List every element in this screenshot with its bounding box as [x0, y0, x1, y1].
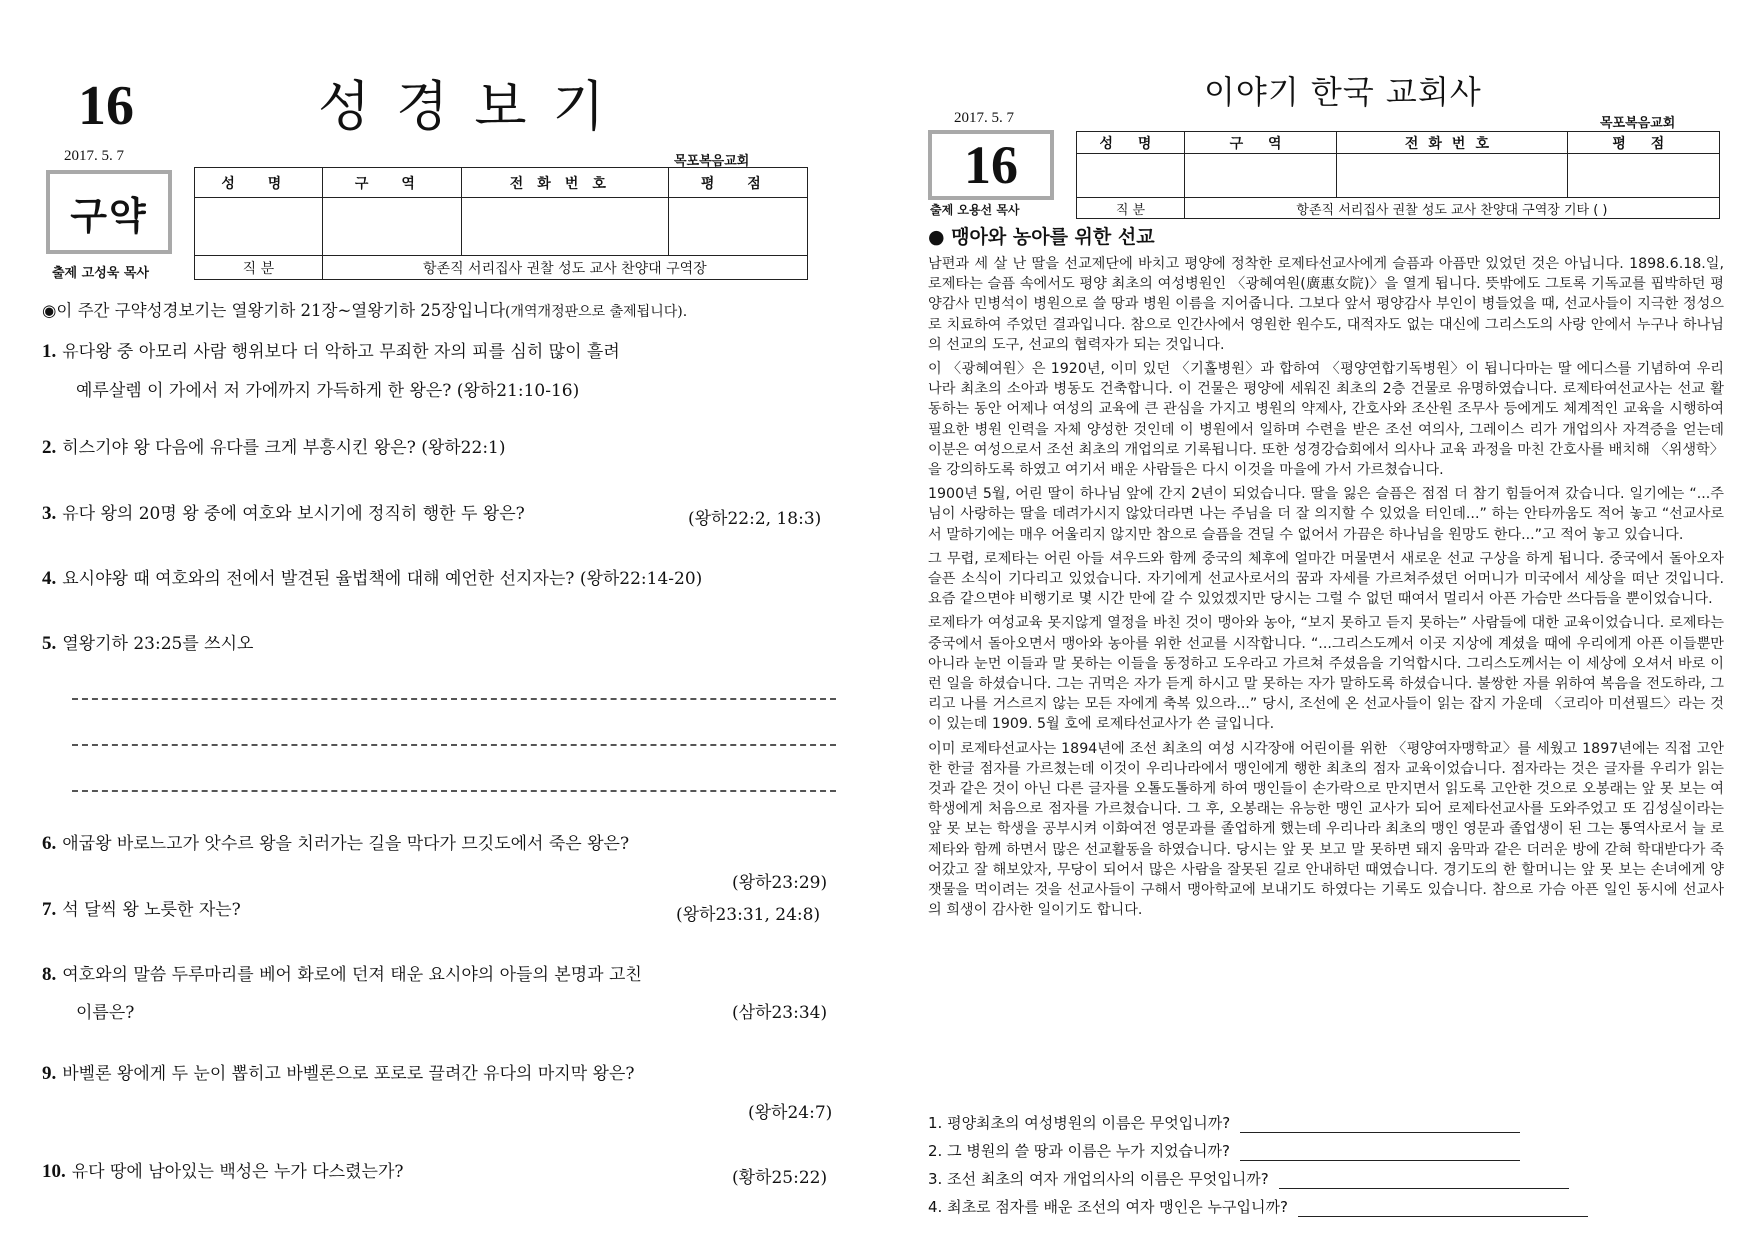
- article-heading: ● 맹아와 농아를 위한 선교: [928, 226, 1155, 248]
- district-field[interactable]: [1184, 154, 1336, 198]
- answer-line[interactable]: [1240, 1145, 1520, 1161]
- article-paragraph-2: 이 〈광혜여원〉은 1920년, 이미 있던 〈기홀병원〉과 합하여 〈평양연합기독병원〉이 됩니다마는 딸 에디스를 기념하여 우리나라 최초의 소아과 병동도 건축합니다. 이 건물은 평양에 세워진 최초의 2층 건물로 유명하였습니다. 로제타여선교사는 선교 활동하는 동안 어제나 여성의 교육에 큰 관심을 가지고 병원의 약제사, 간호사와 조산원 조무사 등에게도 체계적인 교육을 시행하여 필요한 병원 인력을 자체 양성한 것인데 이 병원에서 일하며 수련을 받은 조선 여의사, 그레이스 리가 개업의사 자격증을 얻는데 이분은 여성으로서 조선 최초의 개업의로 기록됩니다. 또한 성경강습회에서 의사나 교육 과정을 마친 간호사를 배치해 〈위생학〉을 강의하도록 하였고 여기서 배운 사람들은 다시 이것을 마을에 가서 가르쳤습니다.: [928, 361, 1724, 479]
- left-church-name: 목포복음교회: [674, 154, 750, 169]
- question-3: 3. 유다 왕의 20명 왕 중에 여호와 보시기에 정직히 행한 두 왕은?: [42, 503, 525, 524]
- answer-line[interactable]: [1240, 1117, 1520, 1133]
- left-notice: [42, 297, 687, 321]
- question-10: 10. 유다 땅에 남아있는 백성은 누가 다스렸는가?: [42, 1161, 404, 1182]
- right-question-2: 2. 그 병원의 쓸 땅과 이름은 누가 지었습니까?: [928, 1140, 1520, 1161]
- header-score: 평 점: [1567, 132, 1719, 154]
- header-phone: 전화번호: [1337, 132, 1567, 154]
- role-label: 직 분: [195, 256, 323, 280]
- article-paragraph-6: 이미 로제타선교사는 1894년에 조선 최초의 여성 시각장애 어린이를 위한 〈평양여자맹학교〉를 세웠고 1897년에는 직접 고안한 한글 점자를 가르쳤는데 이것이 우리나라에서 맹인에게 행한 최초의 점자 교육이었습니다. 점자라는 것은 글자를 우리가 읽는 것과 같은 것이 아닌 다른 글자를 오톨도톨하게 하여 맹인들이 손가락으로 만지면서 읽도록 고안한 것으로 오봉래는 앞 못 보는 여학생에게 처음으로 점자를 가르쳤습니다. 그 후, 오봉래는 유능한 맹인 교사가 되어 로제타선교사를 도와주었고 또 김성실이라는 앞 못 보는 학생을 공부시켜 이화여전 영문과를 졸업하게 했는데 우리나라 최초의 맹인 영문과 졸업생이 된 그는 통역사로서 늘 로제타와 함께 하면서 많은 선교활동을 하였습니다. 당시는 앞 못 보고 말 못하면 돼지 움막과 같은 더러운 방에 갇혀 학대받다가 죽어갔고 잘 해보았자, 무당이 되어서 많은 사람을 잘못된 길로 안내하던 때였습니다. 경기도의 한 할머니는 앞 못 보는 손녀에게 양잿물을 먹이려는 것을 선교사들이 구해서 맹아학교에 보내기도 하였다는 기록도 있습니다. 참으로 가슴 아픈 일인 동시에 선교사의 희생이 감사한 일이기도 합니다.: [928, 740, 1724, 919]
- phone-field[interactable]: [462, 198, 669, 256]
- name-field[interactable]: [1077, 154, 1185, 198]
- header-district: 구 역: [1184, 132, 1336, 154]
- question-8-cont: 이름은?: [76, 1003, 135, 1023]
- right-issue-badge: 16: [928, 130, 1054, 200]
- answer-line[interactable]: [1298, 1201, 1588, 1217]
- name-field[interactable]: [195, 198, 323, 256]
- question-9: 9. 바벨론 왕에게 두 눈이 뽑히고 바벨론으로 포로로 끌려간 유다의 마지막 왕은?: [42, 1063, 635, 1084]
- left-issue-number: 16: [78, 75, 134, 137]
- header-score: 평 점: [668, 168, 807, 198]
- article-paragraph-3: 1900년 5월, 어린 딸이 하나님 앞에 간지 2년이 되었습니다. 딸을 잃은 슬픔은 점점 더 참기 힘들어져 갔습니다. 일기에는 “...주님이 사랑하는 딸을 데려가시지 않았더라면 나는 주님을 더 잘 의지할 수 있었을 터인데...” 하는 안타까움도 적어 놓고 “선교사로서 말하기에는 매우 어울리지 않지만 참으로 슬픔을 견딜 수 없어서 가끔은 하나님을 원망도 한다...”고 적어 놓고 있습니다.: [928, 486, 1724, 543]
- right-page-title: 이야기 한국 교회사: [1204, 73, 1482, 111]
- article-paragraph-5: 로제타가 여성교육 못지않게 열정을 바친 것이 맹아와 농아, “보지 못하고 듣지 못하는” 사람들에 대한 교육이었습니다. 로제타는 중국에서 돌아오면서 맹아와 농아를 위한 선교를 시작합니다. “...그리스도께서 이곳 지상에 계셨을 때에 우리에게 아픈 이들뿐만 아니라 눈먼 이들과 말 못하는 이들을 동정하고 도우라고 가르쳐 주셨음을 기억합시다. 그리스도께서는 이 세상에 오셔서 바로 이런 일을 하셨습니다. 그는 귀먹은 자가 듣게 하시고 말 못하는 자가 말하도록 하셨습니다. 불쌍한 자를 위하여 복음을 전도하라, 그리고 나를 거스르지 않는 모든 자에게 축복 있으라...” 당시, 조선에 온 선교사들이 읽는 잡지 가운데 〈코리아 미션필드〉라는 것이 있는데 1909. 5월 호에 로제타선교사가 쓴 글입니다.: [928, 615, 1724, 733]
- right-author: 출제 오용선 목사: [930, 203, 1020, 217]
- right-church-name: 목포복음교회: [1600, 116, 1676, 131]
- left-page-title: 성경보기: [318, 75, 631, 138]
- article-body: [928, 254, 1724, 925]
- question-6-ref: (왕하23:29): [732, 873, 828, 893]
- phone-field[interactable]: [1337, 154, 1567, 198]
- right-question-1: 1. 평양최초의 여성병원의 이름은 무엇입니까?: [928, 1112, 1520, 1133]
- question-7-ref: (왕하23:31, 24:8): [676, 905, 821, 925]
- question-8: 8. 여호와의 말씀 두루마리를 베어 화로에 던져 태운 요시야의 아들의 본명과 고친: [42, 964, 642, 985]
- header-district: 구 역: [322, 168, 461, 198]
- role-options[interactable]: 항존직 서리집사 권찰 성도 교사 찬양대 구역장: [322, 256, 807, 280]
- question-7: 7. 석 달씩 왕 노릇한 자는?: [42, 899, 241, 920]
- answer-line-3[interactable]: [72, 790, 836, 792]
- question-5: 5. 열왕기하 23:25를 쓰시오: [42, 633, 254, 654]
- left-date: 2017. 5. 7: [64, 148, 124, 164]
- left-author: 출제 고성욱 목사: [52, 266, 149, 281]
- question-8-ref: (삼하23:34): [732, 1003, 828, 1023]
- article-paragraph-4: 그 무렵, 로제타는 어린 아들 셔우드와 함께 중국의 체후에 얼마간 머물면서 새로운 선교 구상을 하게 됩니다. 중국에서 돌아오자 슬픈 소식이 기다리고 있었습니다. 자기에게 선교사로서의 꿈과 자세를 가르쳐주셨던 어머니가 미국에서 세상을 떠난 것입니다. 요즘 같으면야 비행기로 몇 시간 만에 갈 수 있었겠지만 당시는 그럴 수 없던 때여서 멀리서 아픈 가슴만 쓰다듬을 뿐이었습니다.: [928, 550, 1724, 608]
- header-phone: 전화번호: [462, 168, 669, 198]
- question-4: 4. 요시야왕 때 여호와의 전에서 발견된 율법책에 대해 예언한 선지자는? (왕하22:14-20): [42, 568, 703, 589]
- right-question-4: 4. 최초로 점자를 배운 조선의 여자 맹인은 누구입니까?: [928, 1196, 1588, 1217]
- header-name: 성 명: [195, 168, 323, 198]
- answer-line-2[interactable]: [72, 744, 836, 746]
- score-field[interactable]: [668, 198, 807, 256]
- notice-paren: (개역개정판으로 출제됩니다).: [505, 304, 688, 320]
- answer-line[interactable]: [1279, 1173, 1569, 1189]
- role-options[interactable]: 항존직 서리집사 권찰 성도 교사 찬양대 구역장 기타 ( ): [1184, 198, 1719, 219]
- role-label: 직 분: [1077, 198, 1185, 219]
- question-6: 6. 애굽왕 바로느고가 앗수르 왕을 치러가는 길을 막다가 므깃도에서 죽은 왕은?: [42, 833, 630, 854]
- question-3-ref: (왕하22:2, 18:3): [688, 509, 822, 529]
- question-2: 2. 히스기야 왕 다음에 유다를 크게 부흥시킨 왕은? (왕하22:1): [42, 437, 506, 458]
- header-name: 성 명: [1077, 132, 1185, 154]
- right-date: 2017. 5. 7: [954, 110, 1014, 126]
- left-testament-badge: 구약: [46, 170, 172, 254]
- district-field[interactable]: [322, 198, 461, 256]
- notice-text: ◉이 주간 구약성경보기는 열왕기하 21장~열왕기하 25장입니다: [42, 301, 506, 320]
- question-1-cont: 예루살렘 이 가에서 저 가에까지 가득하게 한 왕은? (왕하21:10-16): [76, 381, 580, 401]
- question-10-ref: (황하25:22): [732, 1168, 828, 1188]
- article-paragraph-1: 남편과 세 살 난 딸을 선교제단에 바치고 평양에 정착한 로제타선교사에게 슬픔과 아픔만 있었던 것은 아닙니다. 1898.6.18.일, 로제타는 슬픔 속에서도 평양 최초의 여성병원인 〈광혜여원(廣惠女院)〉을 열게 됩니다. 뜻밖에도 그토록 기독교를 핍박하던 평양감사 민병석이 병원으로 쓸 땅과 병원 이름을 지어줍니다. 그보다 앞서 평양감사 부인이 병들었을 때, 선교사들이 지극한 정성으로 치료하여 주었던 결과입니다. 참으로 인간사에서 영원한 원수도, 대적자도 없는 대신에 그리스도의 사랑 안에서 누구나 하나님의 선교의 도구, 선교의 협력자가 되는 것입니다.: [928, 256, 1724, 353]
- score-field[interactable]: [1567, 154, 1719, 198]
- answer-line-1[interactable]: [72, 698, 836, 700]
- left-info-table: [194, 167, 808, 280]
- question-1: 1. 유다왕 중 아모리 사람 행위보다 더 악하고 무죄한 자의 피를 심히 많이 흘려: [42, 341, 620, 362]
- question-9-ref: (왕하24:7): [748, 1103, 833, 1123]
- right-question-3: 3. 조선 최초의 여자 개업의사의 이름은 무엇입니까?: [928, 1168, 1569, 1189]
- right-info-table: [1076, 131, 1720, 219]
